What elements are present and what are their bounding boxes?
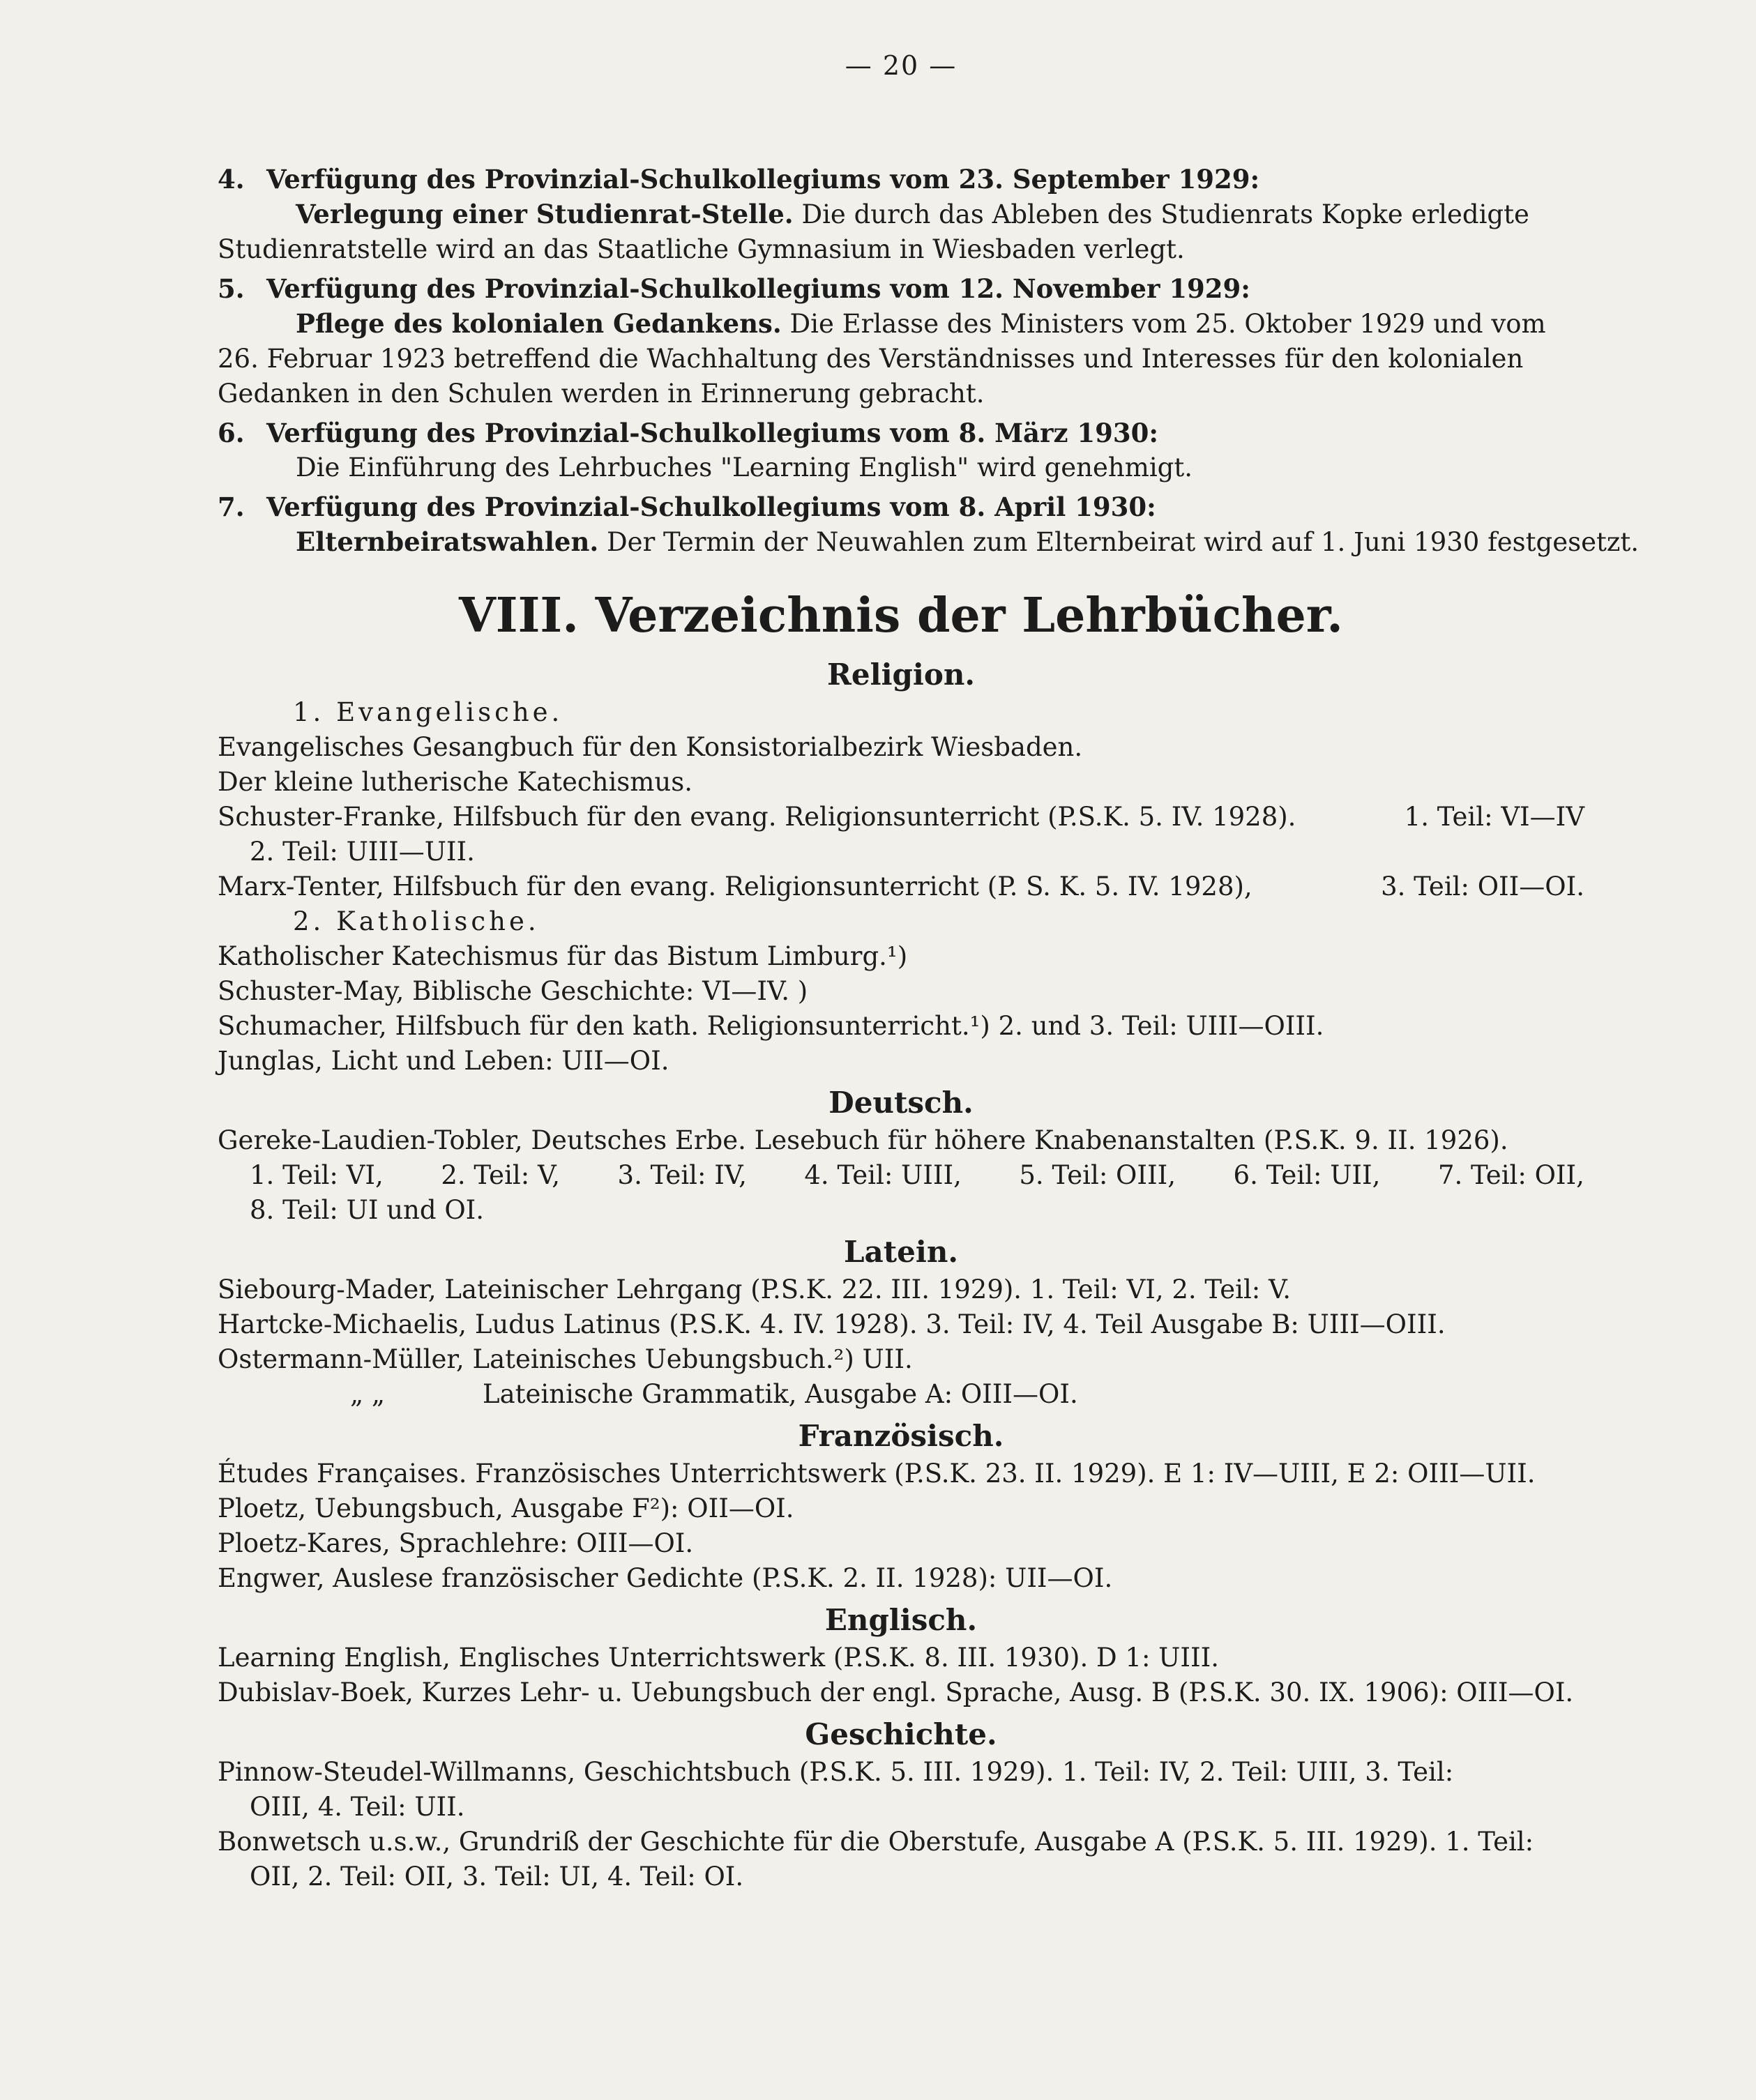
book-classes: 8. Teil: UI und OI. — [250, 1195, 485, 1225]
decree-5 — [218, 271, 1584, 411]
book-classes — [218, 1158, 1584, 1193]
book-entry: Gereke-Laudien-Tobler, Deutsches Erbe. Lesebuch für höhere Knabenanstalten (P.S.K. 9. II. 1926). — [218, 1125, 1508, 1155]
section-franzoesisch — [218, 1416, 1584, 1596]
section-latein — [218, 1232, 1584, 1412]
book-entry: Siebourg-Mader, Lateinischer Lehrgang (P.S.K. 22. III. 1929). 1. Teil: VI, 2. Teil: V. — [218, 1275, 1292, 1304]
book-entry: Schuster-May, Biblische Geschichte: VI—IV. ) — [218, 976, 808, 1006]
book-entry: Engwer, Auslese französischer Gedichte (P.S.K. 2. II. 1928): UII—OI. — [218, 1563, 1113, 1593]
section-title: Religion. — [826, 657, 976, 692]
part: 7. Teil: OII, — [1437, 1160, 1584, 1190]
book-entry: Katholischer Katechismus für das Bistum Limburg.¹) — [218, 941, 908, 971]
section-religion — [218, 655, 1584, 1079]
decree-subject: Verlegung einer Studienrat-Stelle. — [296, 199, 794, 229]
book-classes: 1. Teil: VI—IV — [1404, 802, 1584, 832]
section-title: Englisch. — [824, 1603, 978, 1637]
book-title: Marx-Tenter, Hilfsbuch für den evang. Religionsunterricht (P. S. K. 5. IV. 1928), — [218, 872, 1252, 901]
decree-text: Gedanken in den Schulen werden in Erinnerung gebracht. — [218, 379, 985, 409]
book-entry: Pinnow-Steudel-Willmanns, Geschichtsbuch (P.S.K. 5. III. 1929). 1. Teil: IV, 2. Teil: UIII, 3. Teil: — [218, 1757, 1454, 1787]
decree-subject: Pflege des kolonialen Gedankens. — [296, 308, 782, 339]
decree-heading: Verfügung des Provinzial-Schulkollegiums vom 12. November 1929: — [266, 273, 1250, 304]
decree-text: Die Einführung des Lehrbuches "Learning English" wird genehmigt. — [296, 452, 1193, 482]
document-page — [218, 0, 1639, 2100]
section-title: Latein. — [844, 1235, 958, 1269]
decree-7 — [218, 489, 1639, 560]
decree-heading: Verfügung des Provinzial-Schulkollegiums vom 23. September 1929: — [266, 164, 1260, 195]
book-classes: 2. Teil: UIII—UII. — [250, 837, 475, 867]
part: 1. Teil: VI, — [250, 1160, 384, 1190]
decree-text: 26. Februar 1923 betreffend die Wachhaltung des Verständnisses und Interesses für den kolonialen — [218, 344, 1524, 374]
book-entry — [218, 800, 1584, 835]
decree-text: Die durch das Ableben des Studienrats Kopke erledigte — [801, 199, 1529, 229]
subsection-heading: 2. Katholische. — [293, 906, 540, 936]
book-entry: Der kleine lutherische Katechismus. — [218, 767, 692, 797]
section-deutsch — [218, 1083, 1584, 1228]
decree-heading: Verfügung des Provinzial-Schulkollegiums vom 8. März 1930: — [266, 418, 1159, 448]
book-entry: Bonwetsch u.s.w., Grundriß der Geschichte für die Oberstufe, Ausgabe A (P.S.K. 5. III. 1929). 1. Teil: — [218, 1827, 1534, 1857]
book-entry: Ploetz-Kares, Sprachlehre: OIII—OI. — [218, 1528, 694, 1558]
decree-text: Der Termin der Neuwahlen zum Elternbeirat wird auf 1. Juni 1930 festgesetzt. — [607, 527, 1639, 557]
book-entry: Junglas, Licht und Leben: UII—OI. — [218, 1046, 669, 1076]
decree-number: 4. — [218, 164, 245, 195]
book-title: Lateinische Grammatik, Ausgabe A: OIII—OI. — [483, 1379, 1078, 1409]
decree-subject: Elternbeiratswahlen. — [296, 526, 599, 557]
part: 5. Teil: OIII, — [1019, 1160, 1176, 1190]
section-title: Französisch. — [798, 1419, 1004, 1453]
subsection-heading: 1. Evangelische. — [293, 697, 563, 727]
section-title: Geschichte. — [805, 1717, 997, 1751]
book-entry: Dubislav-Boek, Kurzes Lehr- u. Uebungsbuch der engl. Sprache, Ausg. B (P.S.K. 30. IX. 1906): OIII—OI. — [218, 1677, 1574, 1707]
decree-number: 6. — [218, 418, 245, 448]
book-title: Schuster-Franke, Hilfsbuch für den evang. Religionsunterricht (P.S.K. 5. IV. 1928). — [218, 802, 1296, 832]
book-entry: Études Françaises. Französisches Unterrichtswerk (P.S.K. 23. II. 1929). E 1: IV—UIII, E 2: OIII—UII. — [218, 1459, 1536, 1489]
decree-text: Die Erlasse des Ministers vom 25. Oktober 1929 und vom — [789, 309, 1546, 339]
chapter-title: VIII. Verzeichnis der Lehrbücher. — [459, 588, 1343, 644]
book-entry: Evangelisches Gesangbuch für den Konsistorialbezirk Wiesbaden. — [218, 732, 1083, 762]
part: 2. Teil: V, — [441, 1160, 560, 1190]
book-entry: Learning English, Englisches Unterrichtswerk (P.S.K. 8. III. 1930). D 1: UIII. — [218, 1643, 1219, 1673]
decree-text: Studienratstelle wird an das Staatliche Gymnasium in Wiesbaden verlegt. — [218, 234, 1185, 264]
section-geschichte — [218, 1714, 1584, 1894]
book-entry: Schumacher, Hilfsbuch für den kath. Religionsunterricht.¹) 2. und 3. Teil: UIII—OIII. — [218, 1011, 1324, 1041]
decree-4 — [218, 162, 1584, 267]
decree-6 — [218, 416, 1584, 485]
section-englisch — [218, 1600, 1584, 1710]
ditto-marks: „ „ — [350, 1379, 386, 1409]
book-classes: OIII, 4. Teil: UII. — [250, 1792, 465, 1822]
page-content — [218, 162, 1639, 1894]
part: 3. Teil: IV, — [617, 1160, 747, 1190]
decree-number: 5. — [218, 273, 245, 304]
book-entry — [218, 1377, 1584, 1412]
book-entry: Hartcke-Michaelis, Ludus Latinus (P.S.K. 4. IV. 1928). 3. Teil: IV, 4. Teil Ausgabe B: UIII—OIII. — [218, 1309, 1446, 1339]
book-entry: Ostermann-Müller, Lateinisches Uebungsbuch.²) UII. — [218, 1344, 913, 1374]
page-number: — 20 — — [845, 50, 958, 81]
section-title: Deutsch. — [828, 1086, 974, 1120]
book-classes: OII, 2. Teil: OII, 3. Teil: UI, 4. Teil: OI. — [250, 1862, 744, 1892]
book-entry — [218, 869, 1584, 904]
decree-heading: Verfügung des Provinzial-Schulkollegiums vom 8. April 1930: — [266, 492, 1156, 522]
book-classes: 3. Teil: OII—OI. — [1381, 872, 1584, 901]
book-entry: Ploetz, Uebungsbuch, Ausgabe F²): OII—OI. — [218, 1493, 794, 1523]
part: 4. Teil: UIII, — [804, 1160, 962, 1190]
part: 6. Teil: UII, — [1233, 1160, 1381, 1190]
decree-number: 7. — [218, 492, 245, 522]
